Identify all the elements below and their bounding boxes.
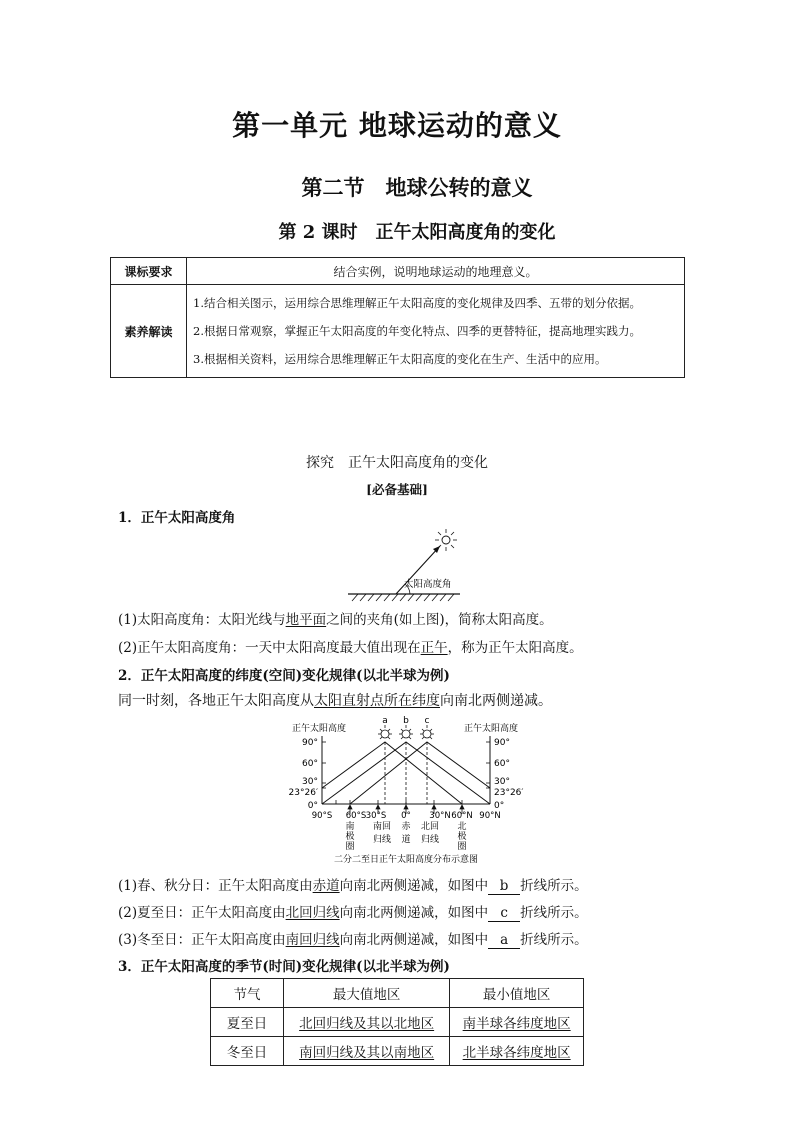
table-cell: 夏至日 — [211, 1008, 284, 1037]
requirements-table — [110, 257, 685, 378]
zone-label: 归线 — [420, 835, 440, 845]
section-title: 第二节 地球公转的意义 — [301, 175, 533, 200]
ytick-right: 23°26′ — [494, 788, 524, 798]
zone-label: 南回 — [372, 822, 392, 832]
zone-label: 圈 — [345, 842, 355, 852]
table-cell: 北半球各纬度地区 — [450, 1037, 584, 1066]
requirements-label: 课标要求 — [111, 258, 187, 285]
xtick: 60°S — [345, 811, 367, 821]
xtick: 0° — [401, 811, 411, 821]
sun-label-a: a — [382, 716, 388, 726]
table-row — [211, 979, 584, 1008]
xtick: 90°N — [479, 811, 501, 821]
table-cell: 南半球各纬度地区 — [450, 1008, 584, 1037]
zone-label: 赤 — [401, 822, 411, 832]
part2-intro: 同一时刻，各地正午太阳高度从太阳直射点所在纬度向南北两侧递减。 — [118, 693, 552, 709]
requirements-value: 结合实例，说明地球运动的地理意义。 — [187, 258, 685, 285]
zone-label: 北 — [457, 822, 467, 832]
explore-subtitle: [必备基础] — [366, 482, 428, 497]
ytick-left: 30° — [302, 777, 318, 787]
zone-label: 极 — [457, 832, 467, 842]
ytick-left: 60° — [302, 759, 318, 769]
zone-label: 北回 — [420, 822, 440, 832]
table-row — [211, 1037, 584, 1066]
part1-para2: (2)正午太阳高度角：一天中太阳高度最大值出现在正午，称为正午太阳高度。 — [118, 640, 583, 656]
ytick-right: 90° — [494, 738, 510, 748]
table-header: 最大值地区 — [284, 979, 450, 1008]
xtick: 60°N — [451, 811, 473, 821]
table-cell: 南回归线及其以南地区 — [284, 1037, 450, 1066]
sun-icon — [378, 725, 392, 739]
part1-heading: 1．正午太阳高度角 — [118, 510, 236, 526]
table-cell: 冬至日 — [211, 1037, 284, 1066]
xtick: 90°S — [311, 811, 333, 821]
ytick-left: 90° — [302, 738, 318, 748]
table-row — [211, 1008, 584, 1037]
zone-label: 极 — [345, 832, 355, 842]
literacy-label: 素养解读 — [111, 285, 187, 378]
zone-label: 归线 — [372, 835, 392, 845]
part2-item2: (2)夏至日：正午太阳高度由北回归线向南北两侧递减，如图中 c 折线所示。 — [118, 905, 588, 921]
ytick-right: 0° — [494, 801, 505, 811]
part2-item3: (3)冬至日：正午太阳高度由南回归线向南北两侧递减，如图中 a 折线所示。 — [118, 932, 588, 948]
ytick-left: 23°26′ — [288, 788, 318, 798]
chart-caption: 二分二至日正午太阳高度分布示意图 — [333, 855, 479, 865]
literacy-items — [187, 285, 685, 378]
table-row — [111, 285, 685, 378]
noon-altitude-chart — [278, 712, 534, 866]
line-a — [322, 742, 462, 804]
sun-label-c: c — [424, 716, 430, 726]
literacy-item: 3.根据相关资料，运用综合思维理解正午太阳高度的变化在生产、生活中的应用。 — [193, 352, 607, 366]
part1-para1: (1)太阳高度角：太阳光线与地平面之间的夹角(如上图)，简称太阳高度。 — [118, 612, 553, 628]
explore-title: 探究 正午太阳高度角的变化 — [306, 455, 488, 471]
ytick-right: 60° — [494, 759, 510, 769]
table-header: 节气 — [211, 979, 284, 1008]
ytick-right: 30° — [494, 777, 510, 787]
sun-altitude-label: 太阳高度角 — [404, 579, 452, 590]
xtick: 30°S — [365, 811, 387, 821]
xtick: 30°N — [429, 811, 451, 821]
season-table — [210, 978, 584, 1066]
zone-label: 道 — [401, 835, 411, 845]
sun-icon — [399, 725, 413, 739]
table-row — [111, 258, 685, 285]
zone-label: 南 — [345, 822, 355, 832]
sun-icon — [435, 529, 457, 551]
sun-altitude-diagram — [340, 526, 470, 602]
line-c — [350, 742, 490, 804]
chart-ylabel-left: 正午太阳高度 — [292, 724, 347, 734]
unit-title: 第一单元 地球运动的意义 — [232, 109, 562, 142]
lesson-title: 第 2 课时 正午太阳高度角的变化 — [278, 222, 556, 243]
table-header: 最小值地区 — [450, 979, 584, 1008]
part2-item1: (1)春、秋分日：正午太阳高度由赤道向南北两侧递减，如图中 b 折线所示。 — [118, 878, 588, 894]
ytick-left: 0° — [307, 801, 318, 811]
zone-label: 圈 — [457, 842, 467, 852]
literacy-item: 2.根据日常观察，掌握正午太阳高度的年变化特点、四季的更替特征，提高地理实践力。 — [193, 324, 641, 338]
part2-heading: 2．正午太阳高度的纬度(空间)变化规律(以北半球为例) — [118, 668, 450, 684]
part3-heading: 3．正午太阳高度的季节(时间)变化规律(以北半球为例) — [118, 959, 450, 975]
sun-label-b: b — [403, 716, 409, 726]
chart-ylabel-right: 正午太阳高度 — [464, 724, 519, 734]
sun-icon — [420, 725, 434, 739]
table-cell: 北回归线及其以北地区 — [284, 1008, 450, 1037]
literacy-item: 1.结合相关图示，运用综合思维理解正午太阳高度的变化规律及四季、五带的划分依据。 — [193, 296, 641, 310]
